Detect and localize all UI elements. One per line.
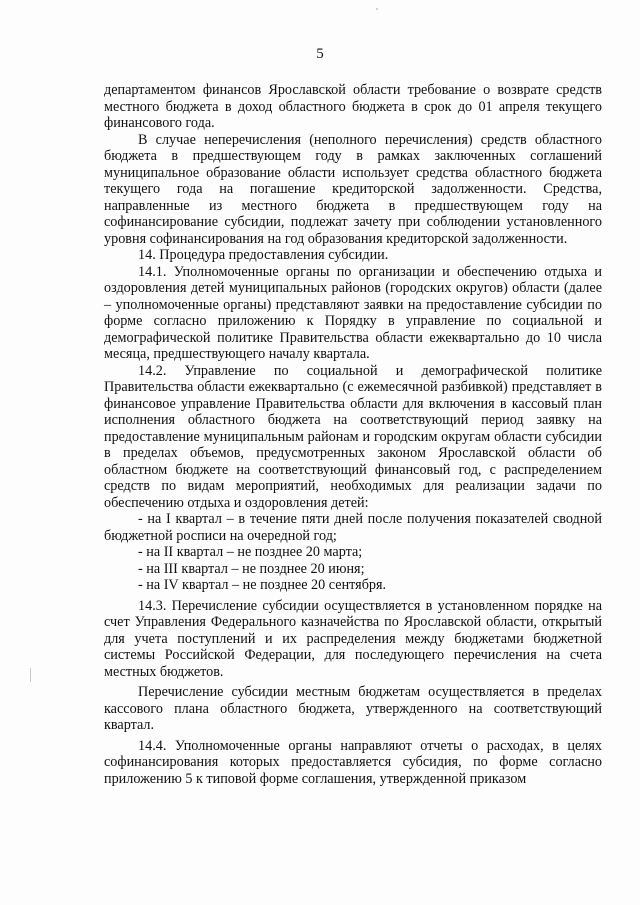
paragraph-14-4: 14.4. Уполномоченные органы направляют отчеты о расходах, в целях софинансирования которых предоставляется субсидия, по форме согласно приложению 5 к типовой форме соглашения, утвержденной приказом <box>104 737 602 787</box>
scan-speck <box>376 8 378 10</box>
list-item-quarter-2: - на II квартал – не позднее 20 марта; <box>138 544 363 560</box>
paragraph-14-1: 14.1. Уполномоченные органы по организации и обеспечению отдыха и оздоровления детей муниципальных районов (городских округов) области (далее – уполномоченные органы) представляют заявки на предоставление субсидии по форме согласно приложению к Порядку в управление по социальной и демографической политике Правительства области ежеквартально до 10 числа месяца, предшествующего началу квартала. <box>104 263 602 362</box>
page-number: 5 <box>316 46 324 62</box>
paragraph-14-3: 14.3. Перечисление субсидии осуществляется в установленном порядке на счет Управления Федерального казначейства по Ярославской области, открытый для учета поступлений и их распределения между бюджетами бюджетной системы Российской Федерации, для последующего перечисления на счета местных бюджетов. <box>104 597 602 680</box>
paragraph-14-2: 14.2. Управление по социальной и демографической политике Правительства области ежеквартально (с ежемесячной разбивкой) представляет в финансовое управление Правительства области для включения в кассовый план исполнения областного бюджета на соответствующий период заявку на предоставление муниципальным районам и городским округам области субсидии в пределах объемов, предусмотренных законом Ярославской области об областном бюджете на соответствующий финансовый год, с распределением средств по видам мероприятий, необходимых для реализации задачи по обеспечению отдыха и оздоровления детей: <box>104 362 602 511</box>
paragraph-creditor-debt: В случае неперечисления (неполного перечисления) средств областного бюджета в предшествующем году в рамках заключенных соглашений муниципальное образование области использует средства областного бюджета текущего года на погашение кредиторской задолженности. Средства, направленные из местного бюджета в предшествующем году на софинансирование субсидии, подлежат зачету при соблюдении установленного уровня софинансирования на год образования кредиторской задолженности. <box>104 131 602 247</box>
list-item-quarter-1: - на I квартал – в течение пяти дней после получения показателей сводной бюджетной росписи на очередной год; <box>104 511 602 544</box>
paragraph-continuation: департаментом финансов Ярославской области требование о возврате средств местного бюджета в доход областного бюджета в срок до 01 апреля текущего финансового года. <box>104 82 602 131</box>
paragraph-transfer-limits: Перечисление субсидии местным бюджетам осуществляется в пределах кассового плана областного бюджета, утвержденного на соответствующий квартал. <box>104 684 602 733</box>
section-heading-14: 14. Процедура предоставления субсидии. <box>138 247 389 263</box>
scan-margin-mark <box>30 668 31 682</box>
list-item-quarter-4: - на IV квартал – не позднее 20 сентября. <box>138 577 387 593</box>
list-item-quarter-3: - на III квартал – не позднее 20 июня; <box>138 560 365 577</box>
document-body <box>104 82 602 787</box>
